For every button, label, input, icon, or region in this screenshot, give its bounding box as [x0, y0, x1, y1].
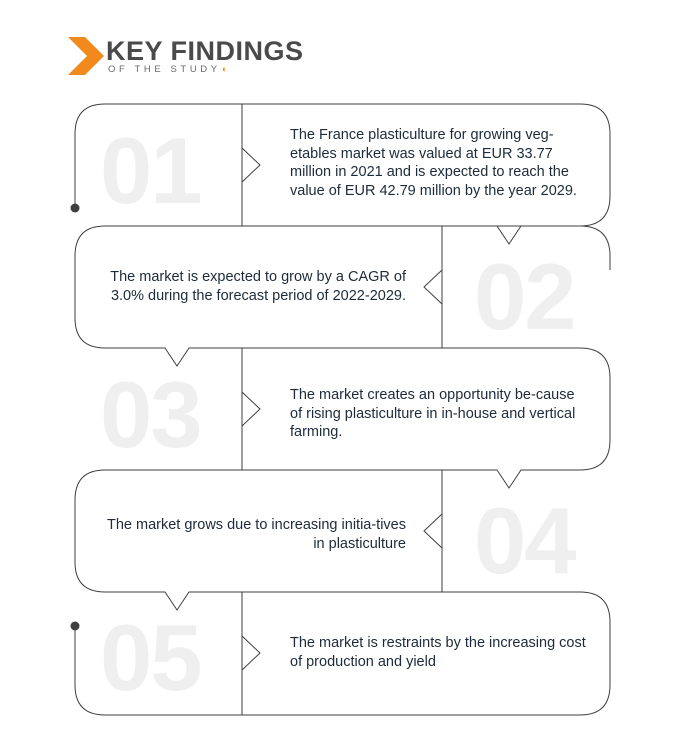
finding-number-4: 04: [474, 488, 575, 593]
connector-dot-2: [71, 622, 80, 631]
page-title: KEY FINDINGS: [106, 36, 304, 66]
finding-number-2: 02: [474, 244, 575, 349]
finding-text-1: The France plasticulture for growing veg-etables market was valued at EUR 33.77 million in 2021 and is expected to reach the value of EUR 42.79 million by the year 2029.: [290, 127, 577, 199]
finding-pointer-2: [424, 270, 442, 304]
finding-text-4: The market grows due to increasing initia-tives in plasticulture: [107, 517, 406, 552]
finding-text-3: The market creates an opportunity be-cause of rising plasticulture in in-house and vertical farming.: [290, 387, 576, 440]
subtitle-mark: ◖: [220, 64, 227, 75]
connector-dot-1: [71, 204, 80, 213]
finding-pointer-3: [242, 392, 260, 426]
finding-pointer-5: [242, 636, 260, 670]
finding-number-5: 05: [100, 605, 201, 710]
finding-number-1: 01: [100, 118, 201, 223]
finding-pointer-4: [424, 514, 442, 548]
finding-text-5: The market is restraints by the increasing cost of production and yield: [290, 635, 586, 670]
subtitle-text: OF THE STUDY: [108, 64, 221, 75]
finding-pointer-1: [242, 148, 260, 182]
finding-number-3: 03: [100, 362, 201, 467]
finding-text-2: The market is expected to grow by a CAGR of 3.0% during the forecast period of 2022-2029.: [110, 269, 406, 304]
